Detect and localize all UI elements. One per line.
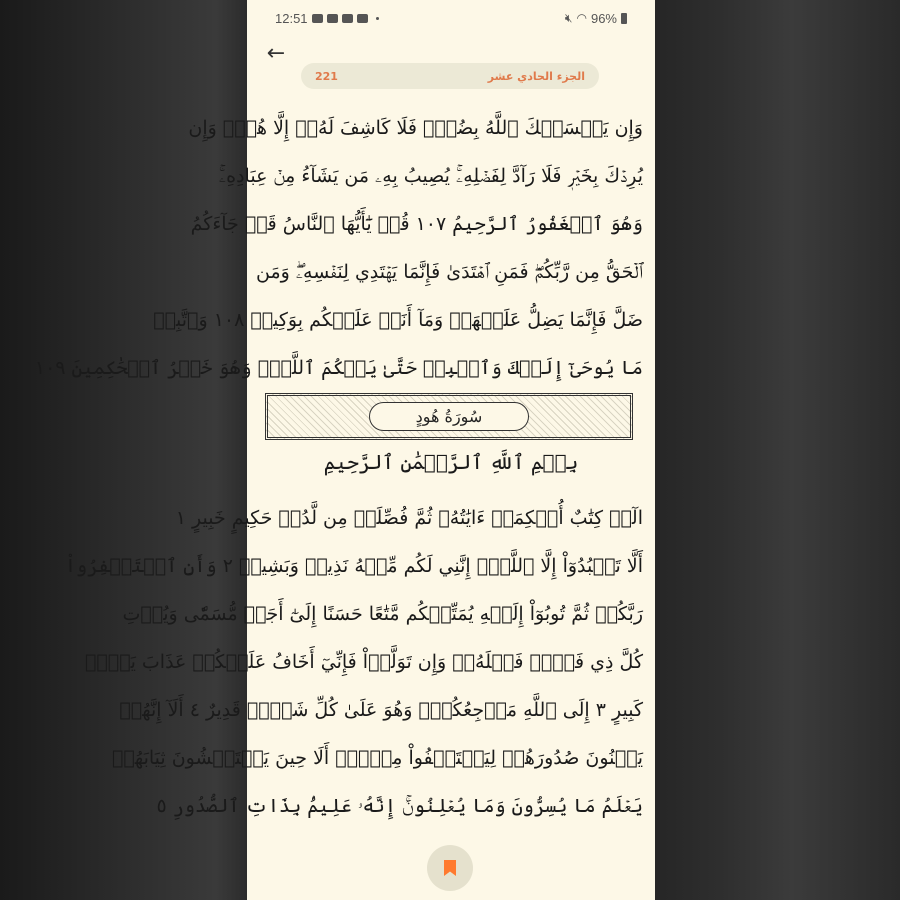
- verse-line[interactable]: كُلَّ ذِي فَضۡلٖ فَضۡلَهُۥۖ وَإِن تَوَلَّوۡاْ فَإِنِّيٓ أَخَافُ عَلَيۡكُمۡ عَذَابَ يَوۡمٖ: [84, 651, 643, 673]
- verses-block-top: [34, 104, 643, 392]
- bookmark-button[interactable]: [427, 845, 473, 891]
- surah-name: سُورَةُ هُودٍ: [369, 402, 530, 431]
- battery-icon: [621, 13, 627, 24]
- phone-screen: [34, 0, 655, 900]
- basmala: بِسۡمِ ٱللَّهِ ٱلرَّحۡمَٰنِ ٱلرَّحِيمِ: [323, 450, 579, 474]
- verse-line[interactable]: ضَلَّ فَإِنَّمَا يَضِلُّ عَلَيۡهَاۖ وَمَآ أَنَا۠ عَلَيۡكُم بِوَكِيلٖ ١٠٨ وَٱتَّبِعۡ: [153, 309, 643, 331]
- status-left: [275, 11, 379, 26]
- wifi-icon: ◠: [576, 11, 587, 25]
- youtube-notification-icon: [342, 14, 353, 23]
- page-header-pill: [301, 63, 599, 89]
- verse-line[interactable]: ٱلۡحَقُّ مِن رَّبِّكُمۡۖ فَمَنِ ٱهۡتَدَىٰ فَإِنَّمَا يَهۡتَدِي لِنَفۡسِهِۦۖ وَمَن: [255, 261, 643, 283]
- verse-line[interactable]: يَثۡنُونَ صُدُورَهُمۡ لِيَسۡتَخۡفُواْ مِنۡهُۚ أَلَا حِينَ يَسۡتَغۡشُونَ ثِيَابَهُمۡ: [112, 747, 643, 769]
- verse-line[interactable]: يُرِدۡكَ بِخَيۡرٖ فَلَا رَآدَّ لِفَضۡلِهِۦۚ يُصِيبُ بِهِۦ مَن يَشَآءُ مِنۡ عِبَادِهِۦۚ: [218, 165, 643, 187]
- verse-line[interactable]: مَا يُوحَىٰٓ إِلَيۡكَ وَٱصۡبِرۡ حَتَّىٰ يَحۡكُمَ ٱللَّهُۚ وَهُوَ خَيۡرُ ٱلۡحَٰكِمِينَ ١٠٩: [34, 357, 643, 379]
- verse-line[interactable]: الٓرۚ كِتَٰبٌ أُحۡكِمَتۡ ءَايَٰتُهُۥ ثُمَّ فُصِّلَتۡ مِن لَّدُنۡ حَكِيمٍ خَبِيرٍ ١: [175, 507, 643, 529]
- youtube-notification-icon: [312, 14, 323, 23]
- bookmark-icon: [444, 860, 456, 876]
- juz-title: الجزء الحادي عشر: [487, 69, 585, 83]
- status-bar: [247, 0, 655, 36]
- surah-header-banner: [265, 393, 633, 440]
- mute-icon: 🔇︎: [564, 10, 573, 25]
- page-number: 221: [315, 69, 338, 83]
- verses-block-bottom: [64, 494, 643, 830]
- verse-line[interactable]: رَبَّكُمۡ ثُمَّ تُوبُوٓاْ إِلَيۡهِ يُمَتِّعۡكُم مَّتَٰعًا حَسَنًا إِلَىٰٓ أَجَلٖ مُّسَمّٗى وَيُؤۡتِ: [122, 603, 643, 625]
- status-right: [565, 11, 627, 26]
- back-arrow-icon: ←: [266, 40, 286, 66]
- status-time: 12:51: [275, 10, 308, 26]
- verse-line[interactable]: أَلَّا تَعۡبُدُوٓاْ إِلَّا ٱللَّهَۚ إِنَّنِي لَكُم مِّنۡهُ نَذِيرٞ وَبَشِيرٞ ٢ وَأَنِ ٱسۡتَغۡفِرُواْ: [64, 555, 643, 577]
- back-button[interactable]: [263, 40, 289, 66]
- verse-line[interactable]: يَعۡلَمُ مَا يُسِرُّونَ وَمَا يُعۡلِنُونَۚ إِنَّهُۥ عَلِيمُۢ بِذَاتِ ٱلصُّدُورِ ٥: [156, 795, 643, 817]
- verse-line[interactable]: وَهُوَ ٱلۡغَفُورُ ٱلرَّحِيمُ ١٠٧ قُلۡ يَٰٓأَيُّهَا ٱلنَّاسُ قَدۡ جَآءَكُمُ: [190, 213, 643, 235]
- youtube-notification-icon: [327, 14, 338, 23]
- verse-line[interactable]: كَبِيرٍ ٣ إِلَى ٱللَّهِ مَرۡجِعُكُمۡۖ وَهُوَ عَلَىٰ كُلِّ شَيۡءٖ قَدِيرٌ ٤ أَلَآ إِنَّهُمۡ: [119, 699, 643, 721]
- battery-percentage: 96%: [590, 10, 617, 26]
- youtube-notification-icon: [357, 14, 368, 23]
- more-notifications-icon: [376, 17, 379, 20]
- verse-line[interactable]: وَإِن يَمۡسَسۡكَ ٱللَّهُ بِضُرّٖ فَلَا كَاشِفَ لَهُۥٓ إِلَّا هُوَۖ وَإِن: [188, 117, 643, 139]
